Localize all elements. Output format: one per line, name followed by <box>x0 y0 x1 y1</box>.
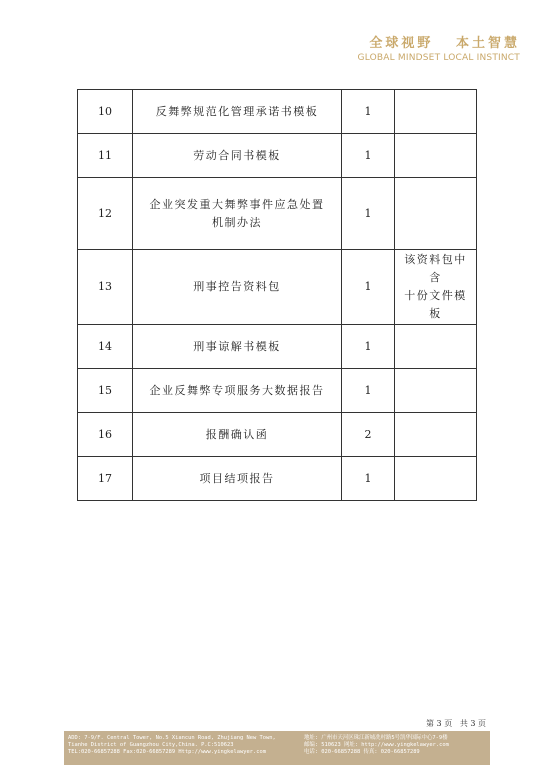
footer-line: Tianhe District of Guangzhou City,China. P.C:510623 <box>68 742 234 748</box>
table-row <box>78 369 477 413</box>
row-number: 10 <box>78 90 133 134</box>
row-quantity: 1 <box>342 325 395 369</box>
row-item-name: 刑事控告资料包 <box>133 250 342 325</box>
row-number: 15 <box>78 369 133 413</box>
footer-line: 电话: 020-66857288 传真: 020-66857289 <box>304 749 420 755</box>
table-row <box>78 457 477 501</box>
table-row <box>78 178 477 250</box>
footer-line: ADD: 7-9/F. Central Tower, No.5 Xiancun Road, Zhujiang New Town, <box>68 735 276 741</box>
row-quantity: 1 <box>342 134 395 178</box>
row-note <box>395 90 477 134</box>
footer-address-cn <box>304 735 449 756</box>
row-note <box>395 250 477 325</box>
row-note-line: 十份文件模板 <box>404 289 467 320</box>
row-quantity: 1 <box>342 457 395 501</box>
row-quantity: 1 <box>342 250 395 325</box>
footer-bar <box>64 731 490 765</box>
brand-slogan-en: GLOBAL MINDSET LOCAL INSTINCT <box>357 53 520 63</box>
row-quantity: 2 <box>342 413 395 457</box>
row-number: 11 <box>78 134 133 178</box>
footer-line: TEL:020-66857288 Fax:020-66857289 Http://www.yingkelawyer.com <box>68 749 266 755</box>
row-note <box>395 134 477 178</box>
row-quantity: 1 <box>342 369 395 413</box>
footer-line: 地址: 广州市天河区珠江新城冼村路5号凯华国际中心7-9楼 <box>304 735 448 741</box>
row-note <box>395 325 477 369</box>
row-item-name <box>133 178 342 250</box>
table-row <box>78 250 477 325</box>
row-number: 13 <box>78 250 133 325</box>
row-note <box>395 369 477 413</box>
row-item-name: 劳动合同书模板 <box>133 134 342 178</box>
row-item-name: 反舞弊规范化管理承诺书模板 <box>133 90 342 134</box>
row-note <box>395 178 477 250</box>
row-number: 16 <box>78 413 133 457</box>
row-quantity: 1 <box>342 90 395 134</box>
row-item-name: 刑事谅解书模板 <box>133 325 342 369</box>
row-item-name: 企业反舞弊专项服务大数据报告 <box>133 369 342 413</box>
row-item-name-line: 企业突发重大舞弊事件应急处置 <box>149 197 325 211</box>
document-table <box>77 89 477 501</box>
row-quantity: 1 <box>342 178 395 250</box>
row-number: 17 <box>78 457 133 501</box>
table-row <box>78 134 477 178</box>
row-item-name: 报酬确认函 <box>133 413 342 457</box>
brand-slogan-cn: 全球视野 本土智慧 <box>369 36 520 51</box>
row-note <box>395 413 477 457</box>
table-row <box>78 325 477 369</box>
row-number: 14 <box>78 325 133 369</box>
row-item-name: 项目结项报告 <box>133 457 342 501</box>
row-note <box>395 457 477 501</box>
footer-address-en <box>68 735 276 756</box>
row-number: 12 <box>78 178 133 250</box>
row-note-line: 该资料包中含 <box>404 253 467 284</box>
table-row <box>78 413 477 457</box>
table-row <box>78 90 477 134</box>
page-number: 第 3 页 共 3 页 <box>426 719 486 728</box>
row-item-name-line: 机制办法 <box>212 215 262 229</box>
footer-line: 邮编: 510623 网址: http://www.yingkelawyer.com <box>304 742 449 748</box>
